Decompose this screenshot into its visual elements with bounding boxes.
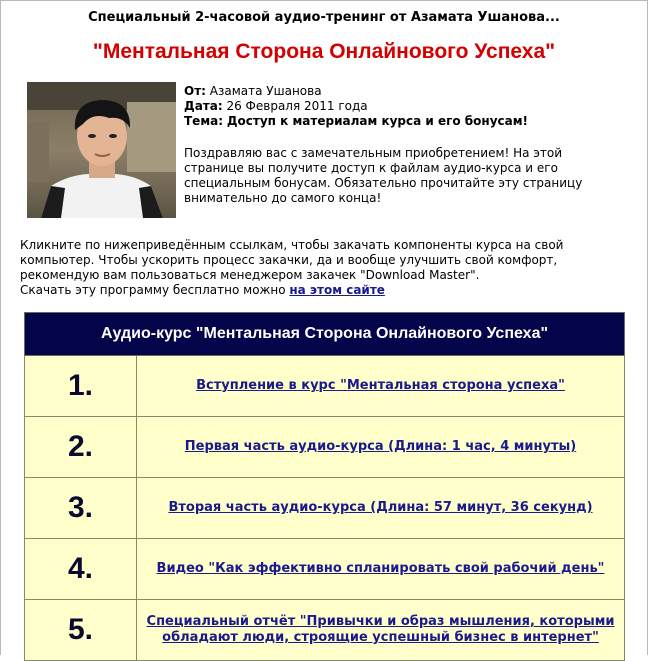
meta-from: От: Азамата Ушанова <box>184 84 322 98</box>
course-row <box>25 539 625 600</box>
course-item-number: 5. <box>25 600 137 661</box>
author-photo <box>27 82 176 218</box>
course-item-cell <box>137 539 625 600</box>
download-master-link[interactable]: на этом сайте <box>289 283 385 297</box>
course-item-cell <box>137 600 625 661</box>
course-row <box>25 417 625 478</box>
instructions-paragraph <box>20 238 620 298</box>
course-item-cell <box>137 478 625 539</box>
course-row <box>25 356 625 417</box>
course-item-cell <box>137 417 625 478</box>
meta-topic: Тема: Доступ к материалам курса и его бонусам! <box>184 114 529 128</box>
course-item-link-4[interactable]: Видео "Как эффективно спланировать свой рабочий день" <box>156 561 605 576</box>
page-title: "Ментальная Сторона Онлайнового Успеха" <box>92 40 556 63</box>
message-meta <box>184 84 624 129</box>
course-row <box>25 600 625 661</box>
course-item-link-5[interactable]: Специальный отчёт "Привычки и образ мышления, которыми обладают люди, строящие успешный бизнес в интернет" <box>146 614 615 645</box>
course-table <box>24 312 625 661</box>
course-item-cell <box>137 356 625 417</box>
course-item-number: 2. <box>25 417 137 478</box>
intro-paragraph: Поздравляю вас с замечательным приобретением! На этой странице вы получите доступ к файлам аудио-курса и его специальным бонусам. Обязательно прочитайте эту страницу внимательно до самого конца! <box>184 146 583 205</box>
instructions-text: Кликните по нижеприведённым ссылкам, чтобы закачать компоненты курса на свой компьютер. Чтобы ускорить процесс закачки, да и вообще улучшить свой комфорт, рекомендую вам пользоваться менеджером закачек "Download Master". <box>20 238 564 282</box>
course-table-header: Аудио-курс "Ментальная Сторона Онлайнового Успеха" <box>25 313 625 356</box>
page-subtitle: Специальный 2-часовой аудио-тренинг от Азамата Ушанова... <box>88 10 560 25</box>
course-item-link-1[interactable]: Вступление в курс "Ментальная сторона успеха" <box>196 378 565 393</box>
course-item-number: 3. <box>25 478 137 539</box>
meta-date: Дата: 26 Февраля 2011 года <box>184 99 368 113</box>
download-prefix: Скачать эту программу бесплатно можно <box>20 283 286 297</box>
author-photo-image <box>27 82 176 218</box>
course-row <box>25 478 625 539</box>
course-item-link-2[interactable]: Первая часть аудио-курса (Длина: 1 час, 4 минуты) <box>184 439 577 454</box>
course-item-number: 4. <box>25 539 137 600</box>
course-item-link-3[interactable]: Вторая часть аудио-курса (Длина: 57 минут, 36 секунд) <box>168 500 593 515</box>
course-item-number: 1. <box>25 356 137 417</box>
